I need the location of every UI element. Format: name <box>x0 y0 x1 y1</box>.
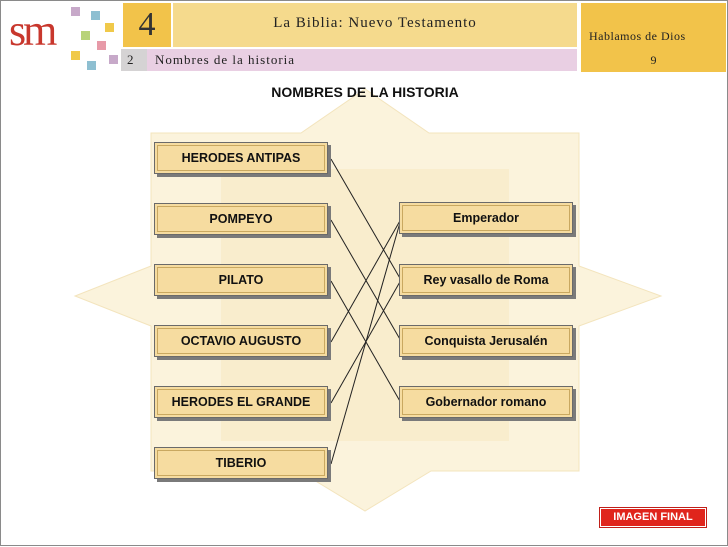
background-star-shape <box>1 1 728 547</box>
header-right-panel <box>581 3 726 72</box>
decor-square <box>109 55 118 64</box>
name-label: HERODES EL GRANDE <box>171 395 311 409</box>
decor-square <box>87 61 96 70</box>
sm-logo: sm <box>9 6 55 55</box>
role-box-emperador[interactable] <box>399 202 573 234</box>
final-image-button[interactable]: IMAGEN FINAL <box>600 508 706 527</box>
role-box-rey-vasallo[interactable] <box>399 264 573 296</box>
decor-square <box>71 7 80 16</box>
name-box-herodes-antipas[interactable] <box>154 142 328 174</box>
role-label: Rey vasallo de Roma <box>423 273 549 287</box>
decor-square <box>105 23 114 32</box>
role-label: Gobernador romano <box>425 395 547 409</box>
logo-area <box>1 1 121 73</box>
section-number: 2 <box>121 49 147 71</box>
section-title: Nombres de la historia <box>147 49 577 71</box>
name-label: OCTAVIO AUGUSTO <box>180 334 302 348</box>
unit-number: 4 <box>123 3 171 47</box>
name-box-tiberio[interactable] <box>154 447 328 479</box>
name-label: PILATO <box>218 273 264 287</box>
book-title: La Biblia: Nuevo Testamento <box>173 3 577 47</box>
name-box-pilato[interactable] <box>154 264 328 296</box>
series-title: Hablamos de Dios <box>589 29 686 43</box>
decor-square <box>97 41 106 50</box>
name-label: HERODES ANTIPAS <box>181 151 301 165</box>
role-label: Emperador <box>453 211 519 225</box>
decor-square <box>81 31 90 40</box>
role-label: Conquista Jerusalén <box>424 334 548 348</box>
name-box-octavio-augusto[interactable] <box>154 325 328 357</box>
decor-square <box>71 51 80 60</box>
role-box-conquista-jerusalen[interactable] <box>399 325 573 357</box>
page-number: 9 <box>650 53 657 67</box>
decor-square <box>91 11 100 20</box>
page-title: NOMBRES DE LA HISTORIA <box>271 84 459 100</box>
name-box-herodes-el-grande[interactable] <box>154 386 328 418</box>
name-label: TIBERIO <box>215 456 267 470</box>
name-box-pompeyo[interactable] <box>154 203 328 235</box>
name-label: POMPEYO <box>209 212 273 226</box>
role-box-gobernador-romano[interactable] <box>399 386 573 418</box>
